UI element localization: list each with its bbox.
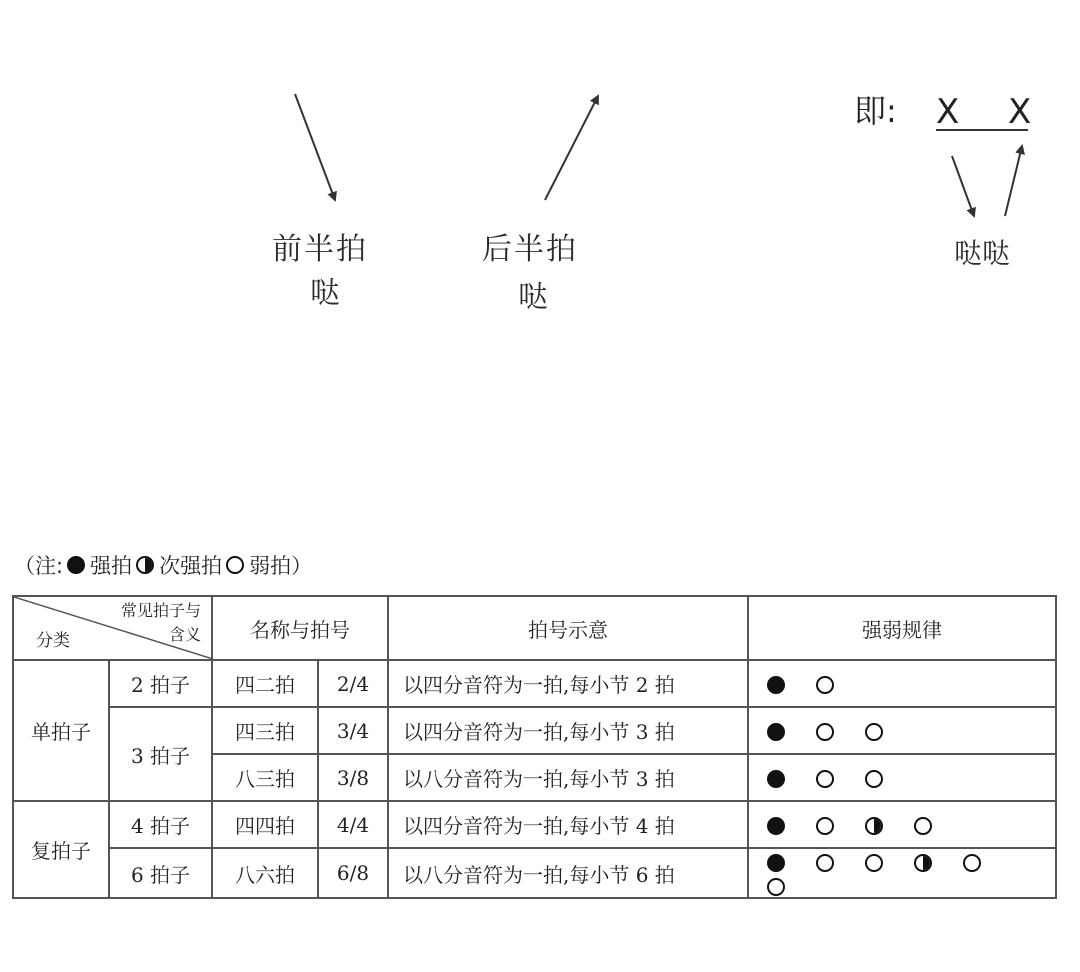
arrow-down-front <box>295 94 335 200</box>
meter-type: 6 拍子 <box>109 848 212 898</box>
meter-name: 四二拍 <box>212 660 318 707</box>
ji-label: 即: <box>854 92 897 130</box>
dada-label: 哒哒 <box>954 237 1011 270</box>
weak-beat-icon <box>226 556 244 574</box>
meter-name: 八三拍 <box>212 754 318 801</box>
x-left: X <box>936 92 960 132</box>
arrow-up-back <box>545 96 598 200</box>
back-half-syllable: 哒 <box>518 280 550 315</box>
weak-beat-icon <box>816 723 834 741</box>
strong-beat-icon <box>767 723 785 741</box>
header-strong-weak: 强弱规律 <box>748 596 1056 660</box>
strong-beat-icon <box>767 770 785 788</box>
meter-sig: 2/4 <box>318 660 388 707</box>
legend-note <box>14 550 312 580</box>
front-half-syllable: 哒 <box>310 276 342 311</box>
weak-beat-icon <box>865 770 883 788</box>
weak-beat-icon <box>865 854 883 872</box>
meter-name: 四四拍 <box>212 801 318 848</box>
table-row <box>13 660 1056 707</box>
corner-top-line1: 常见拍子与 <box>120 601 201 620</box>
note-sub-strong: 次强拍 <box>159 554 223 578</box>
meter-name: 四三拍 <box>212 707 318 754</box>
meter-desc: 以四分音符为一拍,每小节 2 拍 <box>388 660 748 707</box>
weak-beat-icon <box>767 878 785 896</box>
sub-strong-beat-icon <box>136 556 154 574</box>
meter-name: 八六拍 <box>212 848 318 898</box>
weak-beat-icon <box>816 770 834 788</box>
strong-beat-icon <box>67 556 85 574</box>
sub-strong-beat-icon <box>914 854 932 872</box>
beat-pattern <box>748 660 1056 707</box>
note-strong: 强拍 <box>90 554 133 578</box>
meter-desc: 以四分音符为一拍,每小节 3 拍 <box>388 707 748 754</box>
beat-pattern <box>748 754 1056 801</box>
arrow-down-small <box>952 156 974 216</box>
weak-beat-icon <box>816 676 834 694</box>
arrow-up-small <box>1005 146 1022 216</box>
strong-beat-icon <box>767 854 785 872</box>
meter-desc: 以八分音符为一拍,每小节 6 拍 <box>388 848 748 898</box>
corner-header <box>13 596 212 660</box>
header-meter-meaning: 拍号示意 <box>388 596 748 660</box>
strong-beat-icon <box>767 817 785 835</box>
group-simple: 单拍子 <box>13 660 109 801</box>
front-half-label: 前半拍 <box>272 232 368 267</box>
weak-beat-icon <box>816 854 834 872</box>
beat-pattern <box>748 848 1056 898</box>
x-right: X <box>1008 92 1032 132</box>
meter-type: 2 拍子 <box>109 660 212 707</box>
beat-pattern <box>748 801 1056 848</box>
meter-type: 4 拍子 <box>109 801 212 848</box>
meter-type: 3 拍子 <box>109 707 212 801</box>
meter-table <box>12 595 1057 899</box>
table-row <box>13 707 1056 754</box>
meter-sig: 3/4 <box>318 707 388 754</box>
note-open: （注: <box>14 554 64 578</box>
meter-desc: 以八分音符为一拍,每小节 3 拍 <box>388 754 748 801</box>
corner-bottom-label: 分类 <box>36 631 70 651</box>
weak-beat-icon <box>816 817 834 835</box>
header-name-meter: 名称与拍号 <box>212 596 388 660</box>
group-compound: 复拍子 <box>13 801 109 898</box>
weak-beat-icon <box>914 817 932 835</box>
meter-sig: 4/4 <box>318 801 388 848</box>
meter-sig: 3/8 <box>318 754 388 801</box>
header-row <box>13 596 1056 660</box>
meter-desc: 以四分音符为一拍,每小节 4 拍 <box>388 801 748 848</box>
beat-pattern <box>748 707 1056 754</box>
weak-beat-icon <box>963 854 981 872</box>
strong-beat-icon <box>767 676 785 694</box>
table-row <box>13 801 1056 848</box>
sub-strong-beat-icon <box>865 817 883 835</box>
corner-top-label <box>121 599 201 647</box>
corner-top-line2: 含义 <box>168 625 201 644</box>
meter-sig: 6/8 <box>318 848 388 898</box>
note-weak: 弱拍） <box>249 554 313 578</box>
weak-beat-icon <box>865 723 883 741</box>
table-row <box>13 848 1056 898</box>
back-half-label: 后半拍 <box>482 232 578 267</box>
